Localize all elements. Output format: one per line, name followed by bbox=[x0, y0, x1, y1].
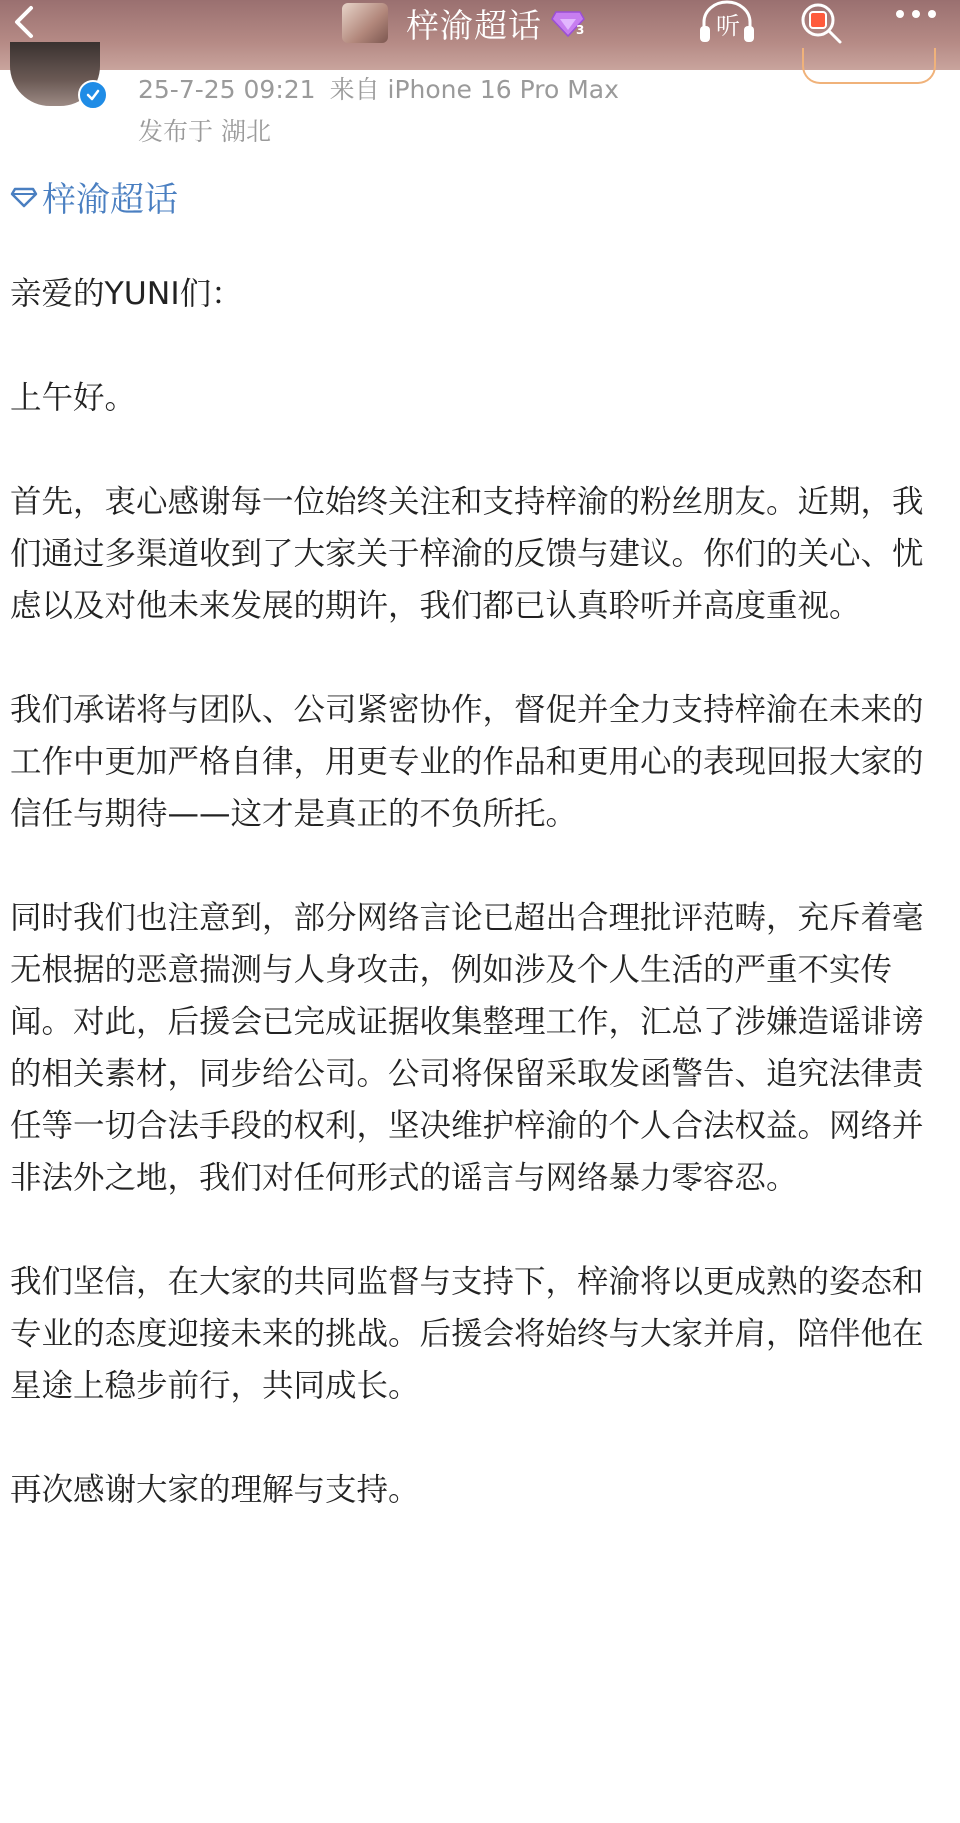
listen-label: 听 bbox=[716, 12, 740, 40]
post-paragraph-closing: 再次感谢大家的理解与支持。 bbox=[10, 1472, 420, 1508]
post-paragraph-thanks: 首先，衷心感谢每一位始终关注和支持梓渝的粉丝朋友。近期，我们通过多渠道收到了大家关于梓渝的反馈与建议。你们的关心、忧虑以及对他未来发展的期许，我们都已认真聆听并高度重视。 bbox=[10, 484, 924, 624]
topic-avatar bbox=[342, 3, 388, 43]
post-timestamp: 25-7-25 09:21 bbox=[138, 75, 316, 104]
verified-badge-icon bbox=[78, 80, 108, 110]
post-location: 发布于 湖北 bbox=[138, 117, 271, 146]
diamond-icon bbox=[10, 185, 38, 209]
bookmark-icon bbox=[794, 0, 844, 46]
post-paragraph-greeting: 亲爱的YUNI们： bbox=[10, 276, 243, 312]
more-dots-icon bbox=[888, 0, 944, 30]
topic-title[interactable] bbox=[342, 0, 586, 46]
topic-link[interactable] bbox=[10, 172, 178, 221]
page-title: 梓渝超话 bbox=[406, 5, 542, 45]
favorite-button[interactable] bbox=[794, 0, 844, 46]
post-source: 来自 iPhone 16 Pro Max bbox=[329, 75, 619, 104]
post-paragraph-salutation: 上午好。 bbox=[10, 380, 137, 416]
post-paragraph-commitment: 我们承诺将与团队、公司紧密协作，督促并全力支持梓渝在未来的工作中更加严格自律，用更专业的作品和更用心的表现回报大家的信任与期待——这才是真正的不负所托。 bbox=[10, 692, 924, 832]
post-paragraph-belief: 我们坚信，在大家的共同监督与支持下，梓渝将以更成熟的姿态和专业的态度迎接未来的挑战。后援会将始终与大家并肩，陪伴他在星途上稳步前行，共同成长。 bbox=[10, 1264, 924, 1404]
topic-link-label: 梓渝超话 bbox=[42, 180, 178, 220]
svg-text:3: 3 bbox=[576, 23, 585, 37]
follow-button[interactable] bbox=[802, 48, 936, 84]
post-body bbox=[10, 268, 950, 1568]
more-button[interactable] bbox=[886, 0, 946, 40]
super-topic-gem-icon bbox=[550, 8, 586, 38]
back-button[interactable] bbox=[4, 2, 44, 42]
back-arrow-icon bbox=[11, 4, 37, 40]
post-paragraph-legal: 同时我们也注意到，部分网络言论已超出合理批评范畴，充斥着毫无根据的恶意揣测与人身攻击，例如涉及个人生活的严重不实传闻。对此，后援会已完成证据收集整理工作，汇总了涉嫌造谣诽谤的相关素材，同步给公司。公司将保留采取发函警告、追究法律责任等一切合法手段的权利，坚决维护梓渝的个人合法权益。网络并非法外之地，我们对任何形式的谣言与网络暴力零容忍。 bbox=[10, 900, 924, 1196]
post-meta bbox=[138, 70, 633, 106]
